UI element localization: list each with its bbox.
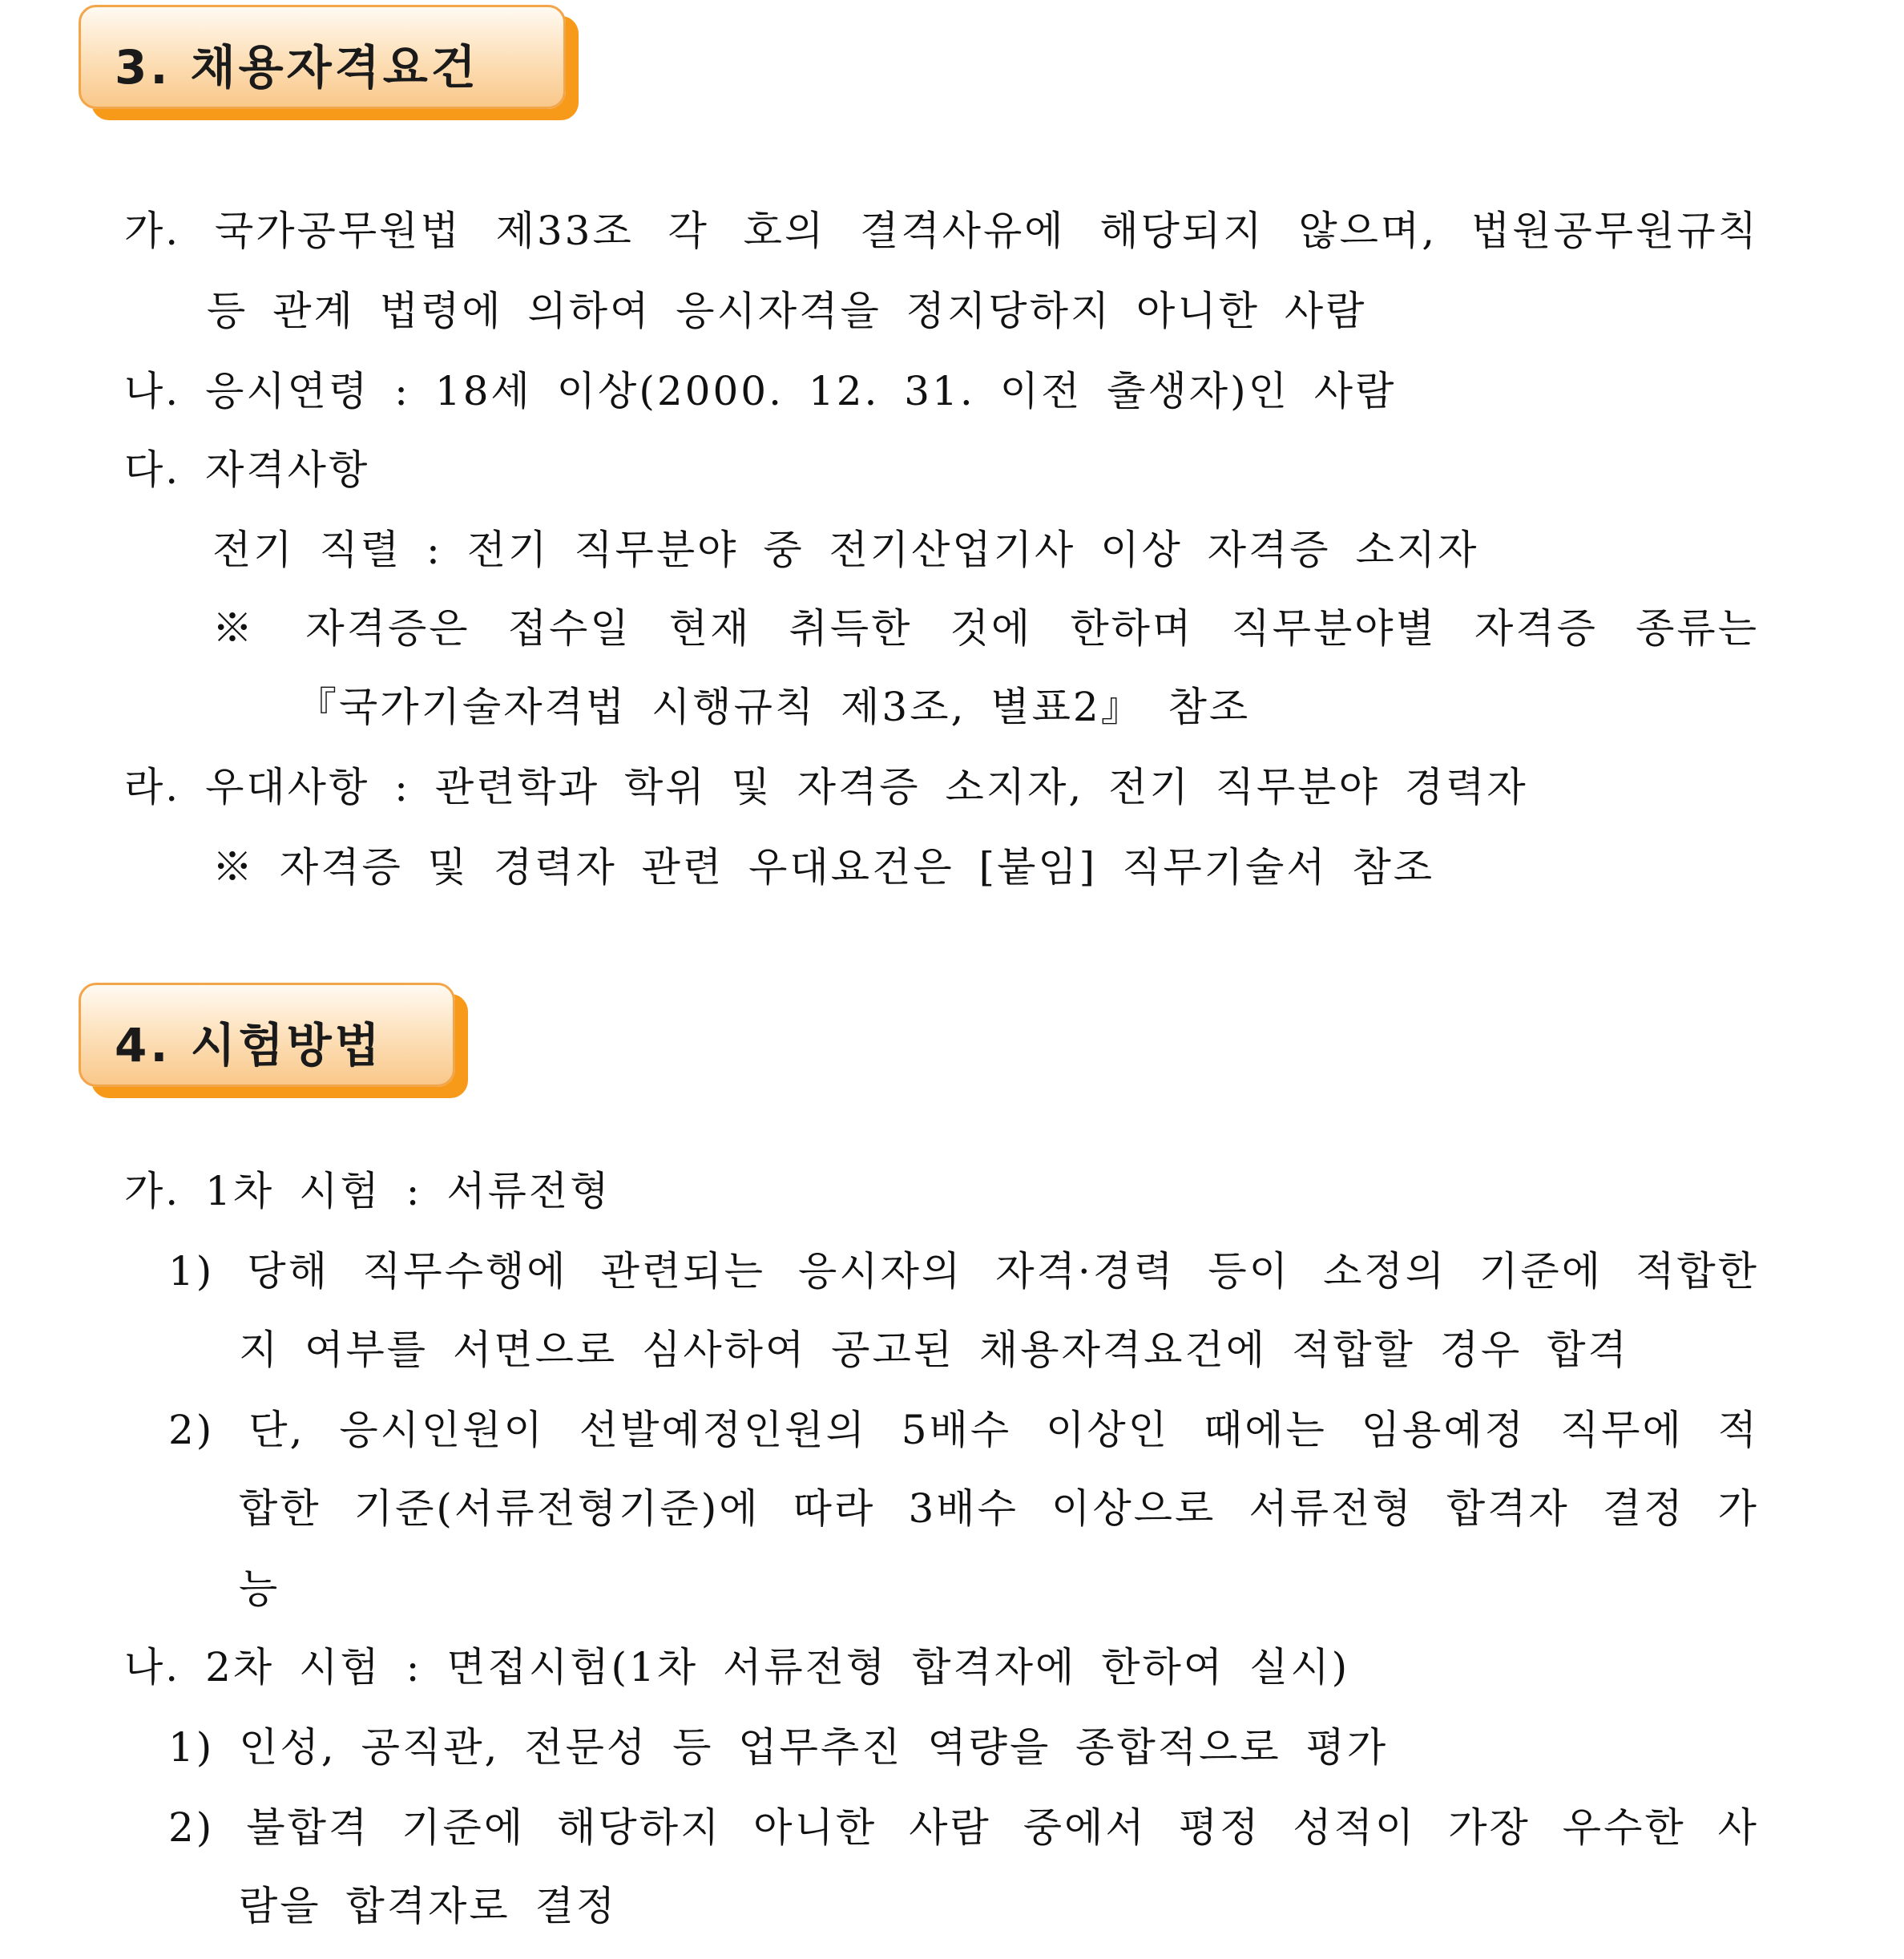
section-4-line: 나. 2차 시험 : 면접시험(1차 서류전형 합격자에 한하여 실시) bbox=[124, 1644, 1350, 1690]
section-3-note: ※ 자격증 및 경력자 관련 우대요건은 [붙임] 직무기술서 참조 bbox=[212, 844, 1435, 891]
section-3-line: 가. 국가공무원법 제33조 각 호의 결격사유에 해당되지 않으며, 법원공무원규칙 bbox=[124, 208, 1759, 254]
section-4-line: 2) 불합격 기준에 해당하지 아니한 사람 중에서 평정 성적이 가장 우수한 사 bbox=[168, 1804, 1759, 1851]
section-4-line: 능 bbox=[239, 1565, 280, 1612]
section-4-heading bbox=[79, 983, 455, 1087]
section-4-line: 람을 합격자로 결정 bbox=[239, 1883, 618, 1929]
section-3-note: 『국가기술자격법 시행규칙 제3조, 별표2』 참조 bbox=[296, 684, 1251, 730]
section-3-line: 라. 우대사항 : 관련학과 학위 및 자격증 소지자, 전기 직무분야 경력자 bbox=[124, 764, 1528, 810]
section-3-note: ※ 자격증은 접수일 현재 취득한 것에 한하며 직무분야별 자격증 종류는 bbox=[212, 605, 1759, 652]
section-3-line: 등 관계 법령에 의하여 응시자격을 정지당하지 아니한 사람 bbox=[207, 288, 1367, 334]
section-3-line: 다. 자격사항 bbox=[124, 446, 370, 493]
section-4-line: 합한 기준(서류전형기준)에 따라 3배수 이상으로 서류전형 합격자 결정 가 bbox=[239, 1485, 1759, 1532]
section-4-line: 2) 단, 응시인원이 선발예정인원의 5배수 이상인 때에는 임용예정 직무에 적 bbox=[168, 1407, 1759, 1453]
section-4-line: 1) 당해 직무수행에 관련되는 응시자의 자격·경력 등이 소정의 기준에 적합한 bbox=[168, 1248, 1759, 1295]
section-3-line: 나. 응시연령 : 18세 이상(2000. 12. 31. 이전 출생자)인 사람 bbox=[124, 368, 1397, 414]
section-4-line: 1) 인성, 공직관, 전문성 등 업무추진 역량을 종합적으로 평가 bbox=[168, 1724, 1389, 1771]
section-3-heading bbox=[79, 5, 566, 109]
section-4-line: 지 여부를 서면으로 심사하여 공고된 채용자격요건에 적합할 경우 합격 bbox=[239, 1327, 1629, 1373]
section-3-line: 전기 직렬 : 전기 직무분야 중 전기산업기사 이상 자격증 소지자 bbox=[212, 527, 1479, 573]
section-4-line: 가. 1차 시험 : 서류전형 bbox=[124, 1168, 611, 1214]
section-3-title: 3. 채용자격요건 bbox=[115, 40, 479, 95]
section-4-title: 4. 시험방법 bbox=[115, 1018, 383, 1072]
